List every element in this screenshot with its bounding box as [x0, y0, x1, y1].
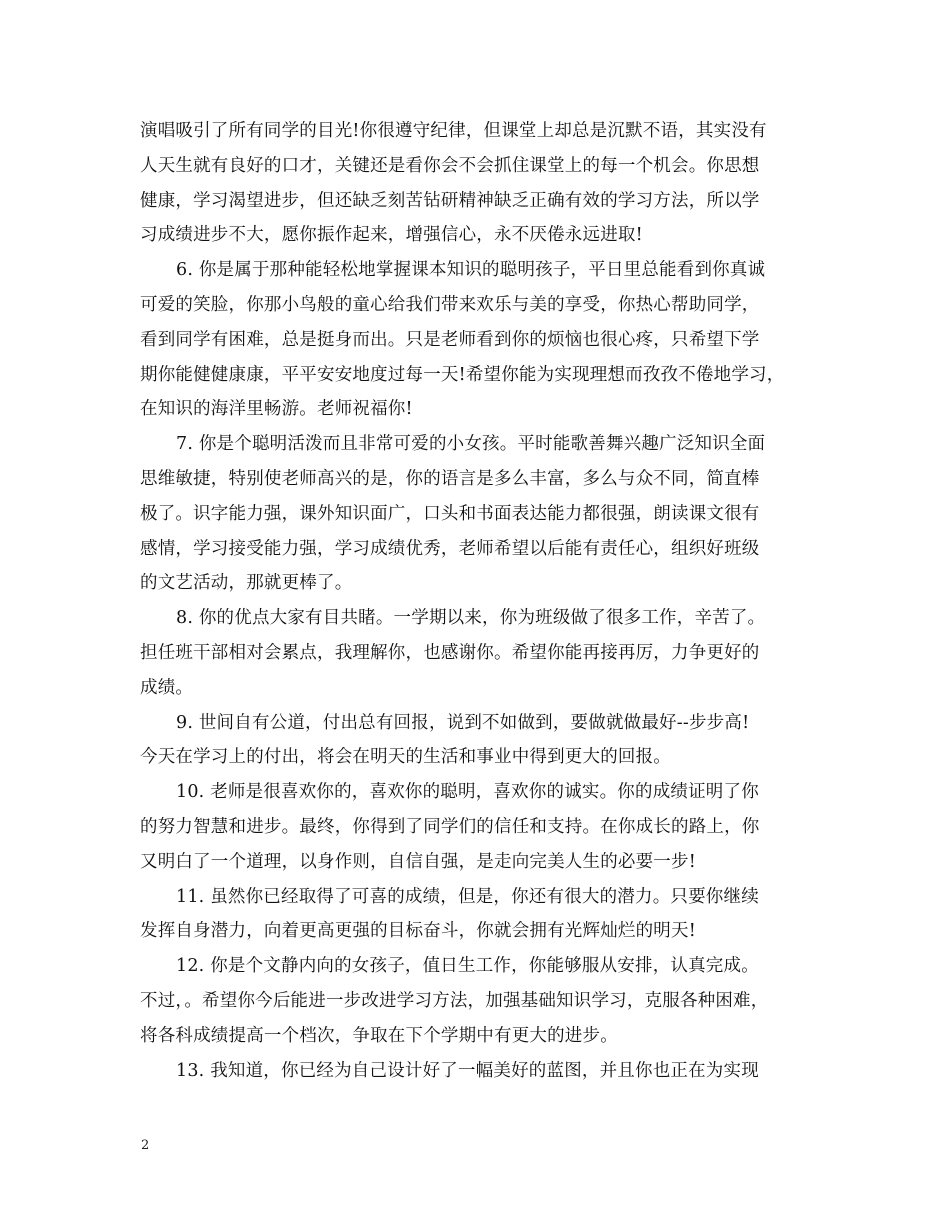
text-line: 今天在学习上的付出，将会在明天的生活和事业中得到更大的回报。: [140, 747, 671, 768]
text-line: 的努力智慧和进步。最终，你得到了同学们的信任和支持。在你成长的路上，你: [140, 816, 760, 837]
text-line: 发挥自身潜力，向着更高更强的目标奋斗，你就会拥有光辉灿烂的明天!: [140, 921, 696, 942]
paragraph-start-line: 12. 你是个文静内向的女孩子，值日生工作，你能够服从安排，认真完成。: [176, 956, 759, 977]
text-line: 思维敏捷，特别使老师高兴的是，你的语言是多么丰富，多么与众不同，简直棒: [140, 468, 760, 489]
paragraph-start-line: 11. 虽然你已经取得了可喜的成绩，但是，你还有很大的潜力。只要你继续: [176, 886, 759, 907]
paragraph-start-line: 13. 我知道，你已经为自己设计好了一幅美好的蓝图，并且你也正在为实现: [176, 1060, 759, 1081]
text-line: 演唱吸引了所有同学的目光!你很遵守纪律，但课堂上却总是沉默不语，其实没有: [140, 121, 767, 141]
text-line: 又明白了一个道理，以身作则，自信自强，是走向完美人生的必要一步!: [140, 851, 696, 872]
paragraph-start-line: 7. 你是个聪明活泼而且非常可爱的小女孩。平时能歌善舞兴趣广泛知识全面: [176, 434, 766, 455]
text-line: 成绩。: [140, 677, 194, 698]
text-line: 人天生就有良好的口才，关键还是看你会不会抓住课堂上的每一个机会。你思想: [140, 155, 760, 176]
document-body: [140, 114, 820, 1088]
text-line: 极了。识字能力强，课外知识面广，口头和书面表达能力都很强，朗读课文很有: [140, 503, 760, 524]
paragraph-start-line: 10. 老师是很喜欢你的，喜欢你的聪明，喜欢你的诚实。你的成绩证明了你: [176, 782, 759, 803]
page-number: 2: [141, 1138, 150, 1153]
text-line: 将各科成绩提高一个档次，争取在下个学期中有更大的进步。: [140, 1025, 618, 1046]
text-line: 感情，学习接受能力强，学习成绩优秀，老师希望以后能有责任心，组织好班级: [140, 538, 760, 559]
text-line: 健康，学习渴望进步，但还缺乏刻苦钻研精神缺乏正确有效的学习方法，所以学: [140, 190, 760, 211]
text-line: 担任班干部相对会累点，我理解你，也感谢你。希望你能再接再厉，力争更好的: [140, 642, 760, 663]
text-line: 看到同学有困难，总是挺身而出。只是老师看到你的烦恼也很心疼，只希望下学: [140, 329, 760, 350]
text-line: 不过，。希望你今后能进一步改进学习方法，加强基础知识学习，克服各种困难，: [140, 990, 769, 1011]
text-line: 习成绩进步不大，愿你振作起来，增强信心，永不厌倦永远进取!: [140, 225, 643, 246]
text-line: 的文艺活动，那就更棒了。: [140, 573, 353, 594]
text-line: 在知识的海洋里畅游。老师祝福你!: [140, 399, 413, 420]
paragraph-start-line: 8. 你的优点大家有目共睹。一学期以来，你为班级做了很多工作，辛苦了。: [176, 608, 766, 629]
paragraph-start-line: 9. 世间自有公道，付出总有回报，说到不如做到，要做就做最好--步步高!: [176, 712, 750, 733]
paragraph-start-line: 6. 你是属于那种能轻松地掌握课本知识的聪明孩子，平日里总能看到你真诚: [176, 260, 766, 281]
text-line: 期你能健健康康，平平安安地度过每一天!希望你能为实现理想而孜孜不倦地学习，: [140, 364, 785, 385]
text-line: 可爱的笑脸，你那小鸟般的童心给我们带来欢乐与美的享受，你热心帮助同学，: [140, 294, 760, 315]
